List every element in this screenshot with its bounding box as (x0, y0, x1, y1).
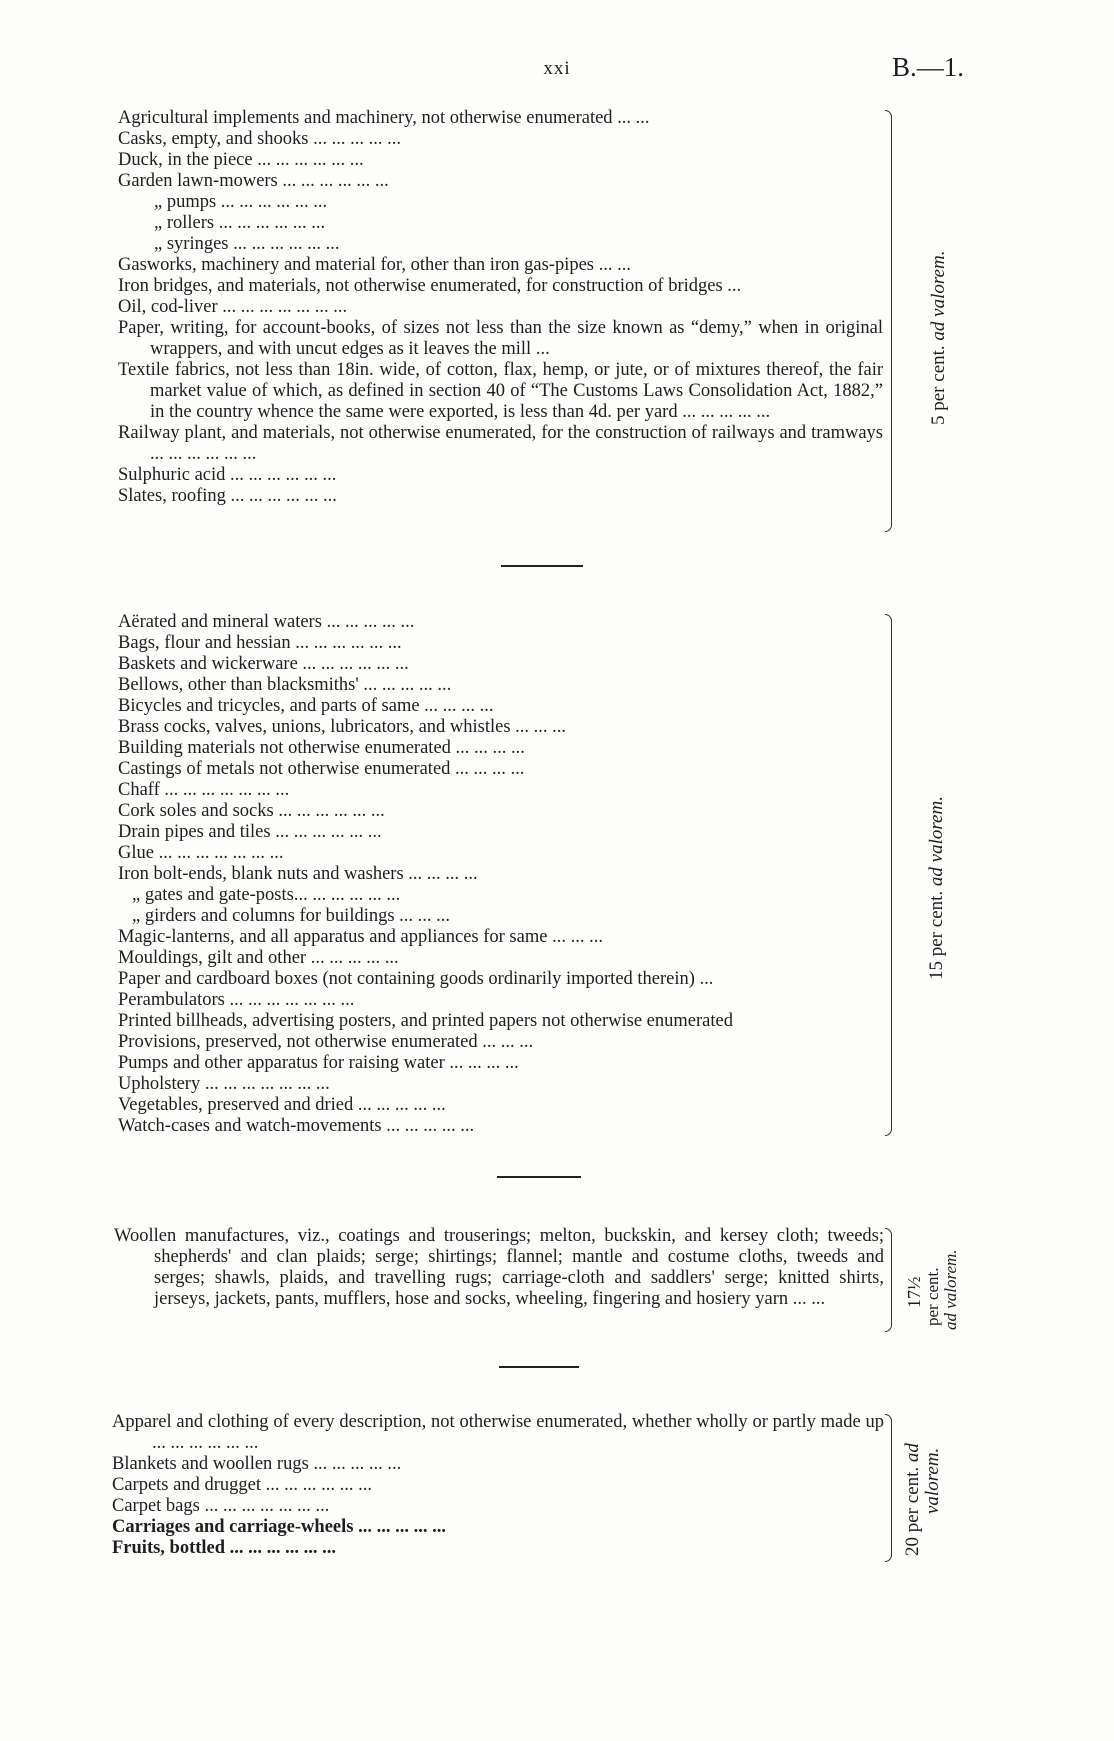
tariff-entry: „ girders and columns for buildings ... ... ... (132, 906, 451, 926)
tariff-entry: Garden lawn-mowers ... ... ... ... ... ... (118, 171, 389, 191)
tariff-entry: „ syringes ... ... ... ... ... ... (154, 234, 340, 254)
rate-qualifier: ad valorem. (928, 250, 949, 341)
duty-rate-label-line3 (941, 1249, 961, 1330)
tariff-entry: Woollen manufactures, viz., coatings and trouserings; melton, buckskin, and kersey cloth; tweeds; shepherds' and clan plaids; serge; shirtings; flannel; mantle and costume cloths, tweeds and serges; shawls, plaids, and travelling rugs; carriage-cloth and saddlers' serge; knitted shirts, jerseys, jackets, pants, mufflers, hose and socks, wheeling, fingering and hosiery yarn ... ... (114, 1226, 884, 1309)
section-divider (497, 1176, 581, 1178)
rate-value: 5 per cent. (928, 345, 949, 425)
tariff-entry: Watch-cases and watch-movements ... ... ... ... ... (118, 1116, 475, 1136)
tariff-entry: Chaff ... ... ... ... ... ... ... (118, 780, 290, 800)
tariff-entry: Baskets and wickerware ... ... ... ... ... ... (118, 654, 409, 674)
entry-list (118, 612, 883, 1137)
tariff-group-17-5-percent (114, 1226, 884, 1310)
tariff-entry: Vegetables, preserved and dried ... ... ... ... ... (118, 1095, 446, 1115)
tariff-entry: Glue ... ... ... ... ... ... ... (118, 843, 284, 863)
rate-value: 20 per cent. (902, 1466, 923, 1556)
tariff-entry: „ pumps ... ... ... ... ... ... (154, 192, 328, 212)
tariff-entry: Gasworks, machinery and material for, other than iron gas-pipes ... ... (118, 255, 631, 275)
duty-rate-label (902, 1443, 924, 1556)
tariff-entry: Carriages and carriage-wheels ... ... ... ... ... (112, 1517, 446, 1537)
tariff-entry: Carpet bags ... ... ... ... ... ... ... (112, 1496, 330, 1516)
tariff-entry: Blankets and woollen rugs ... ... ... ... ... (112, 1454, 402, 1474)
duty-rate-label-line2 (922, 1448, 944, 1514)
tariff-group-15-percent (118, 612, 883, 1137)
tariff-entry: Duck, in the piece ... ... ... ... ... ... (118, 150, 364, 170)
tariff-entry: Brass cocks, valves, unions, lubricators, and whistles ... ... ... (118, 717, 567, 737)
tariff-entry: Bicycles and tricycles, and parts of same ... ... ... ... (118, 696, 494, 716)
tariff-entry: Fruits, bottled ... ... ... ... ... ... (112, 1538, 337, 1558)
duty-rate-label (904, 1277, 925, 1309)
tariff-entry: Aërated and mineral waters ... ... ... ... ... (118, 612, 415, 632)
tariff-entry: Carpets and drugget ... ... ... ... ... ... (112, 1475, 372, 1495)
group-bracket (885, 1414, 892, 1562)
group-bracket (885, 110, 892, 532)
tariff-entry: Apparel and clothing of every description, not otherwise enumerated, whether wholly or partly made up ... ... ... ... ... ... (112, 1412, 884, 1453)
group-bracket (885, 614, 892, 1136)
group-bracket (885, 1228, 892, 1332)
tariff-entry: Railway plant, and materials, not otherwise enumerated, for the construction of railways and tramways ... ... ... ... ... ... (118, 423, 883, 464)
tariff-entry: Paper and cardboard boxes (not containing goods ordinarily imported therein) ... (118, 969, 714, 989)
tariff-entry: Provisions, preserved, not otherwise enumerated ... ... ... (118, 1032, 534, 1052)
rate-qualifier: ad valorem. (926, 796, 947, 887)
tariff-entry: Perambulators ... ... ... ... ... ... ... (118, 990, 355, 1010)
document-reference: B.—1. (892, 52, 965, 82)
tariff-entry: Casks, empty, and shooks ... ... ... ... ... (118, 129, 401, 149)
tariff-entry: Mouldings, gilt and other ... ... ... ... ... (118, 948, 399, 968)
tariff-entry: Building materials not otherwise enumerated ... ... ... ... (118, 738, 525, 758)
tariff-entry: Printed billheads, advertising posters, and printed papers not otherwise enumerated (118, 1011, 733, 1031)
tariff-entry: Pumps and other apparatus for raising water ... ... ... ... (118, 1053, 519, 1073)
tariff-entry: Magic-lanterns, and all apparatus and appliances for same ... ... ... (118, 927, 603, 947)
entry-list (118, 108, 883, 507)
tariff-entry: „ gates and gate-posts... ... ... ... ... ... (132, 885, 401, 905)
tariff-entry: Iron bolt-ends, blank nuts and washers ... ... ... ... (118, 864, 478, 884)
tariff-entry: Castings of metals not otherwise enumerated ... ... ... ... (118, 759, 525, 779)
tariff-entry: Cork soles and socks ... ... ... ... ... ... (118, 801, 385, 821)
rate-value: 17½ (904, 1276, 924, 1308)
entry-list (112, 1412, 884, 1559)
rate-qualifier: ad (902, 1443, 923, 1463)
tariff-entry: Oil, cod-liver ... ... ... ... ... ... ... (118, 297, 348, 317)
tariff-entry: Sulphuric acid ... ... ... ... ... ... (118, 465, 337, 485)
tariff-entry: Bellows, other than blacksmiths' ... ... ... ... ... (118, 675, 452, 695)
tariff-entry: „ rollers ... ... ... ... ... ... (154, 213, 326, 233)
tariff-entry: Paper, writing, for account-books, of sizes not less than the size known as “demy,” when in original wrappers, and with uncut edges as it leaves the mill ... (118, 318, 883, 359)
rate-value: 15 per cent. (926, 890, 947, 980)
tariff-entry: Agricultural implements and machinery, not otherwise enumerated ... ... (118, 108, 650, 128)
tariff-entry: Textile fabrics, not less than 18in. wide, of cotton, flax, hemp, or jute, or of mixtures thereof, the fair market value of which, as defined in section 40 of “The Customs Laws Consolidation Act, 1882,” in the country whence the same were exported, is less than 4d. per yard ... ... ... ... ... (118, 360, 883, 422)
duty-rate-label (926, 796, 948, 980)
rate-unit: per cent. (923, 1267, 942, 1326)
page-number: xxi (543, 58, 571, 79)
tariff-entry: Upholstery ... ... ... ... ... ... ... (118, 1074, 330, 1094)
tariff-entry: Slates, roofing ... ... ... ... ... ... (118, 486, 337, 506)
tariff-entry: Drain pipes and tiles ... ... ... ... ... ... (118, 822, 382, 842)
tariff-group-20-percent (112, 1412, 884, 1559)
section-divider (499, 1366, 579, 1368)
duty-rate-label (928, 251, 950, 425)
tariff-group-5-percent (118, 108, 883, 507)
entry-list (114, 1226, 884, 1310)
tariff-entry: Bags, flour and hessian ... ... ... ... ... ... (118, 633, 402, 653)
tariff-entry: Iron bridges, and materials, not otherwise enumerated, for construction of bridges ... (118, 276, 742, 296)
rate-qualifier-continued: valorem. (922, 1447, 943, 1514)
duty-rate-label-line2 (923, 1267, 943, 1326)
section-divider (501, 565, 583, 567)
rate-qualifier: ad valorem. (941, 1249, 960, 1330)
